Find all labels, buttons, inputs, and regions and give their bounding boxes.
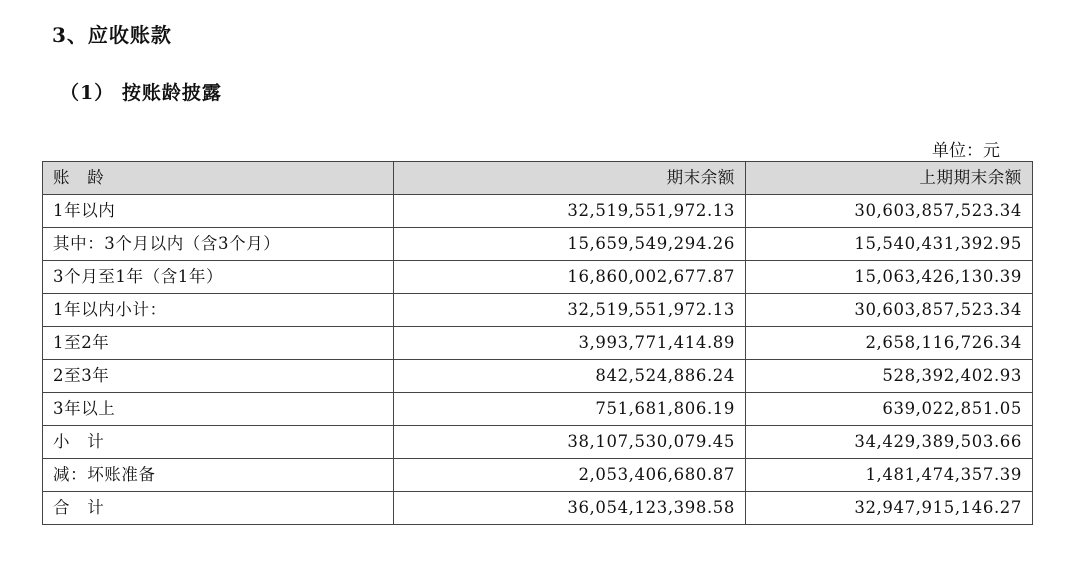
- aging-table: [42, 161, 1033, 525]
- row-label: 减：坏账准备: [43, 459, 394, 492]
- table-row: [43, 459, 1033, 492]
- prior-balance-cell: 15,540,431,392.95: [746, 228, 1033, 261]
- prior-balance-cell: 1,481,474,357.39: [746, 459, 1033, 492]
- ending-balance-cell: 3,993,771,414.89: [394, 327, 746, 360]
- prior-balance-cell: 639,022,851.05: [746, 393, 1033, 426]
- ending-balance-cell: 36,054,123,398.58: [394, 492, 746, 525]
- unit-label: 单位：元: [932, 141, 1000, 161]
- ending-balance-cell: 842,524,886.24: [394, 360, 746, 393]
- header-prior-period-balance: 上期期末余额: [746, 162, 1033, 195]
- row-label: 1至2年: [43, 327, 394, 360]
- table-row: [43, 294, 1033, 327]
- table-row: [43, 360, 1033, 393]
- table-row: [43, 327, 1033, 360]
- prior-balance-cell: 30,603,857,523.34: [746, 195, 1033, 228]
- table-header: [43, 162, 1033, 195]
- ending-balance-cell: 32,519,551,972.13: [394, 294, 746, 327]
- table-row: [43, 261, 1033, 294]
- header-row: [43, 162, 1033, 195]
- row-label: 3个月至1年（含1年）: [43, 261, 394, 294]
- table-row: [43, 228, 1033, 261]
- ending-balance-cell: 16,860,002,677.87: [394, 261, 746, 294]
- prior-balance-cell: 528,392,402.93: [746, 360, 1033, 393]
- table-row: [43, 195, 1033, 228]
- ending-balance-cell: 751,681,806.19: [394, 393, 746, 426]
- row-label: 3年以上: [43, 393, 394, 426]
- prior-balance-cell: 32,947,915,146.27: [746, 492, 1033, 525]
- prior-balance-cell: 15,063,426,130.39: [746, 261, 1033, 294]
- ending-balance-cell: 15,659,549,294.26: [394, 228, 746, 261]
- header-aging: 账 龄: [43, 162, 394, 195]
- table-row: [43, 426, 1033, 459]
- row-label: 2至3年: [43, 360, 394, 393]
- table-row: [43, 492, 1033, 525]
- ending-balance-cell: 2,053,406,680.87: [394, 459, 746, 492]
- subsection-title: （1） 按账龄披露: [60, 82, 222, 104]
- table-body: [43, 195, 1033, 525]
- ending-balance-cell: 38,107,530,079.45: [394, 426, 746, 459]
- section-title: 3、应收账款: [52, 23, 172, 47]
- row-label: 小 计: [43, 426, 394, 459]
- row-label: 1年以内小计：: [43, 294, 394, 327]
- row-label: 其中：3个月以内（含3个月）: [43, 228, 394, 261]
- prior-balance-cell: 34,429,389,503.66: [746, 426, 1033, 459]
- header-ending-balance: 期末余额: [394, 162, 746, 195]
- ending-balance-cell: 32,519,551,972.13: [394, 195, 746, 228]
- row-label: 1年以内: [43, 195, 394, 228]
- prior-balance-cell: 2,658,116,726.34: [746, 327, 1033, 360]
- prior-balance-cell: 30,603,857,523.34: [746, 294, 1033, 327]
- table-row: [43, 393, 1033, 426]
- row-label: 合 计: [43, 492, 394, 525]
